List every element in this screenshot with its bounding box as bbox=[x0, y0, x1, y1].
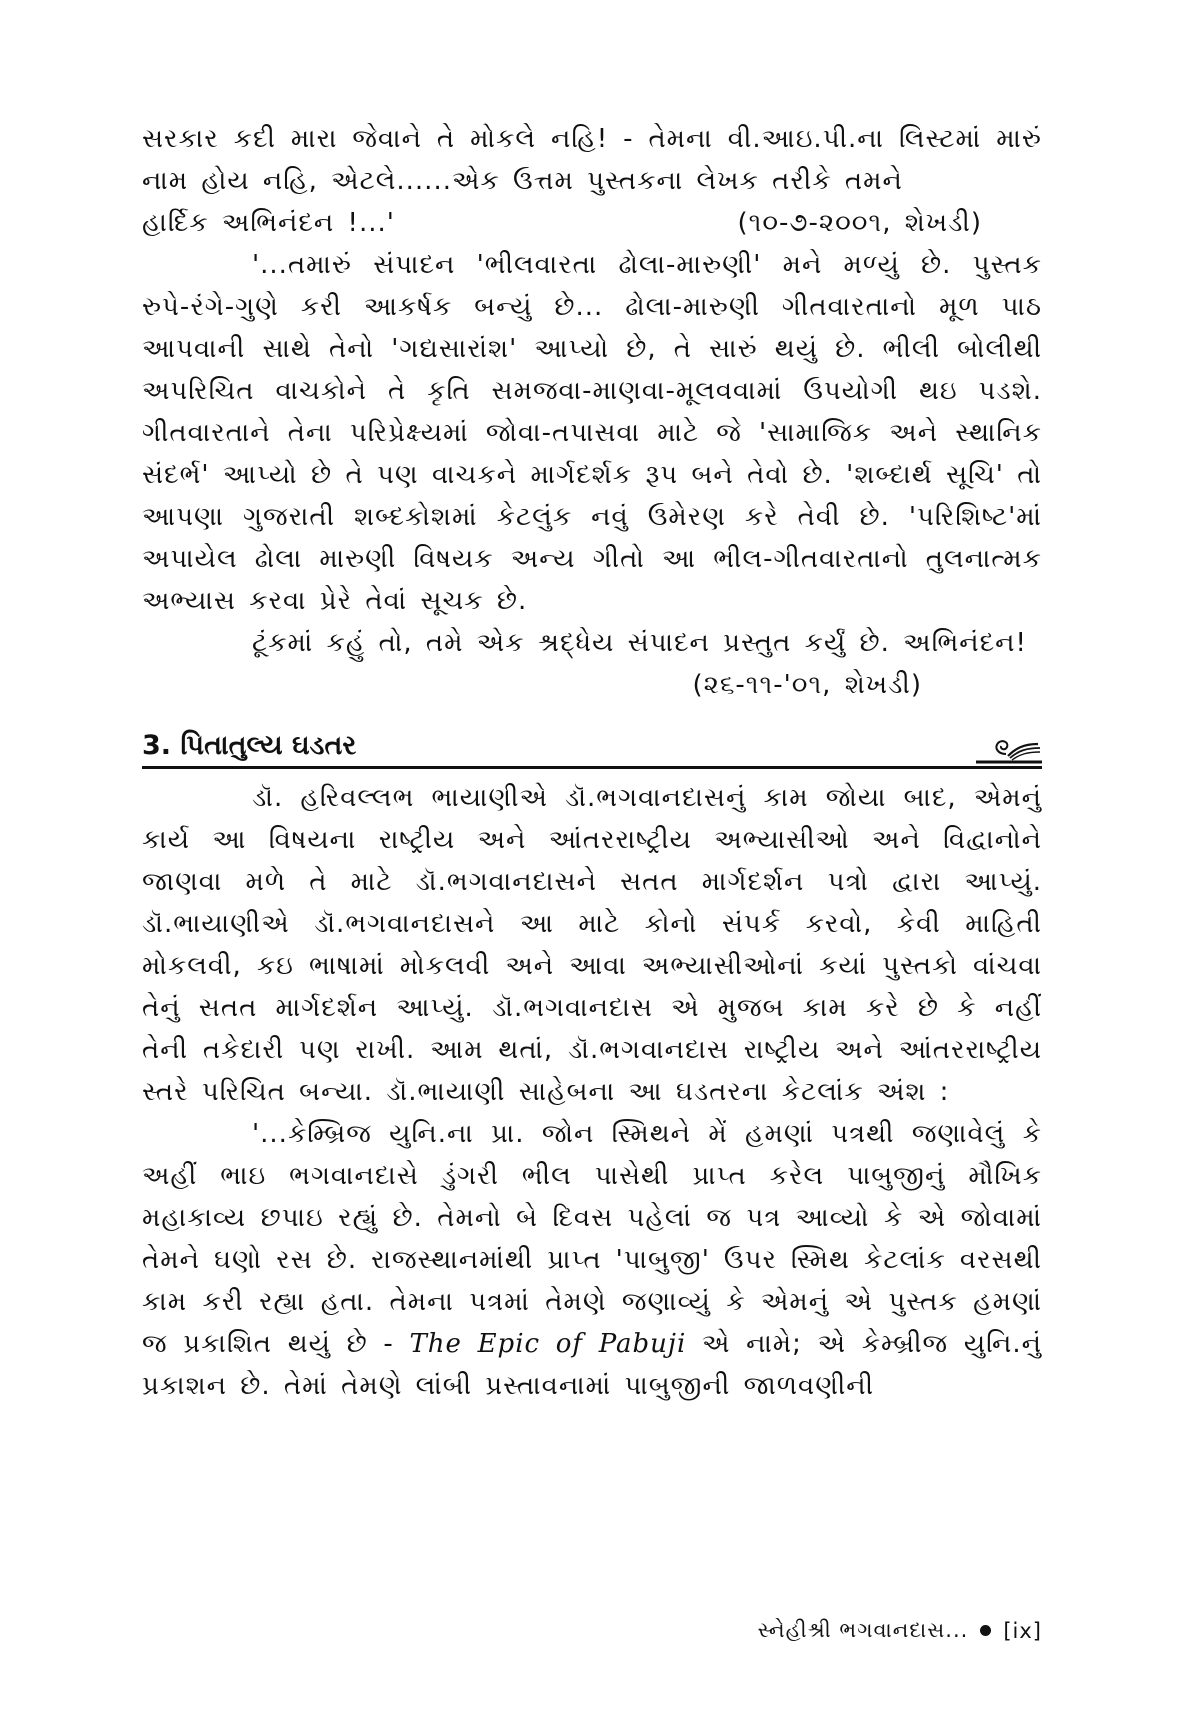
paragraph-letter-3-part-a: '...કેમ્બ્રિજ યુનિ.ના પ્રા. જોન સ્મિથને મેં હમણાં પત્રથી જણાવેલું કે અહીં ભાઇ ભગવાનદાસે ડુંગરી ભીલ પાસેથી પ્રાપ્ત કરેલ પાબુજીનું મૌખિક મહાકાવ્ય છપાઇ રહ્યું છે. તેમનો બે દિવસ પહેલાં જ પત્ર આવ્યો કે એ જોવામાં તેમને ઘણો રસ છે. રાજસ્થાનમાંથી પ્રાપ્ત 'પાબુજી' ઉપર સ્મિથ કેટલાંક વરસથી કામ કરી રહ્યા હતા. તેમના પત્રમાં તેમણે જણાવ્યું કે એમનું એ પુસ્તક હમણાં જ પ્રકાશિત થયું છે - bbox=[142, 1119, 1042, 1359]
paragraph-letter-2: '...તમારું સંપાદન 'ભીલવારતા ઢોલા-મારુણી' મને મળ્યું છે. પુસ્તક રુપે-રંગે-ગુણે કરી આકર્ષક બન્યું છે... ઢોલા-મારુણી ગીતવારતાનો મૂળ પાઠ આપવાની સાથે તેનો 'ગદ્યસારાંશ' આપ્યો છે, તે સારું થયું છે. ભીલી બોલીથી અપરિચિત વાચકોને તે કૃતિ સમજવા-માણવા-મૂલવવામાં ઉપયોગી થઇ પડશે. ગીતવારતાને તેના પરિપ્રેક્ષ્યમાં જોવા-તપાસવા માટે જે 'સામાજિક અને સ્થાનિક સંદર્ભ' આપ્યો છે તે પણ વાચકને માર્ગદર્શક રૂપ બને તેવો છે. 'શબ્દાર્થ સૂચિ' તો આપણા ગુજરાતી શબ્દકોશમાં કેટલુંક નવું ઉમેરણ કરે તેવી છે. 'પરિશિષ્ટ'માં અપાયેલ ઢોલા મારુણી વિષયક અન્ય ગીતો આ ભીલ-ગીતવારતાનો તુલનાત્મક અભ્યાસ કરવા પ્રેરે તેવાં સૂચક છે. bbox=[142, 250, 1042, 616]
flourish-ornament-icon bbox=[976, 734, 1042, 764]
running-title: સ્નેહીશ્રી ભગવાનદાસ... bbox=[757, 1618, 969, 1642]
book-title: The Epic of Pabuji bbox=[409, 1329, 687, 1359]
section-heading bbox=[142, 722, 1042, 769]
page-footer bbox=[758, 1618, 1042, 1643]
letter-closing-text: હાર્દિક અભિનંદન !...' bbox=[142, 208, 395, 238]
paragraph-letter-2-closing: ટૂંકમાં કહું તો, તમે એક શ્રદ્ધેય સંપાદન પ્રસ્તુત કર્યું છે. અભિનંદન! bbox=[252, 628, 1027, 658]
letter-closing-row bbox=[142, 202, 1042, 244]
letter-2-date: (૨૬-૧૧-'૦૧, શેખડી) bbox=[692, 670, 922, 700]
page-number: [ix] bbox=[1003, 1618, 1042, 1643]
paragraph-letter-end: સરકાર કદી મારા જેવાને તે મોકલે નહિ! - તેમના વી.આઇ.પી.ના લિસ્ટમાં મારું નામ હોય નહિ, એટલે......એક ઉત્તમ પુસ્તકના લેખક તરીકે તમને bbox=[142, 124, 1042, 196]
letter-date: (૧૦-૭-૨૦૦૧, શેખડી) bbox=[737, 208, 982, 238]
section-title: 3. પિતાતુલ્ય ઘડતર bbox=[142, 726, 360, 766]
paragraph-section-intro: ડૉ. હરિવલ્લભ ભાયાણીએ ડૉ.ભગવાનદાસનું કામ જોયા બાદ, એમનું કાર્ય આ વિષયના રાષ્ટ્રીય અને આંતરરાષ્ટ્રીય અભ્યાસીઓ અને વિદ્વાનોને જાણવા મળે તે માટે ડૉ.ભગવાનદાસને સતત માર્ગદર્શન પત્રો દ્વારા આપ્યું. ડૉ.ભાયાણીએ ડૉ.ભગવાનદાસને આ માટે કોનો સંપર્ક કરવો, કેવી માહિતી મોકલવી, કઇ ભાષામાં મોકલવી અને આવા અભ્યાસીઓનાં કયાં પુસ્તકો વાંચવા તેનું સતત માર્ગદર્શન આપ્યું. ડૉ.ભગવાનદાસ એ મુજબ કામ કરે છે કે નહીં તેની તકેદારી પણ રાખી. આમ થતાં, ડૉ.ભગવાનદાસ રાષ્ટ્રીય અને આંતરરાષ્ટ્રીય સ્તરે પરિચિત બન્યા. ડૉ.ભાયાણી સાહેબના આ ઘડતરના કેટલાંક અંશ : bbox=[142, 783, 1042, 1107]
bullet-icon bbox=[980, 1625, 991, 1636]
paragraph-letter-3 bbox=[142, 1113, 1042, 1407]
page-body bbox=[142, 118, 1042, 1618]
paragraph-letter-3-part-b: એ નામે; એ કેમ્બ્રીજ યુનિ.નું પ્રકાશન છે. તેમાં તેમણે લાંબી પ્રસ્તાવનામાં પાબુજીની જાળવણીની bbox=[142, 1329, 1042, 1401]
